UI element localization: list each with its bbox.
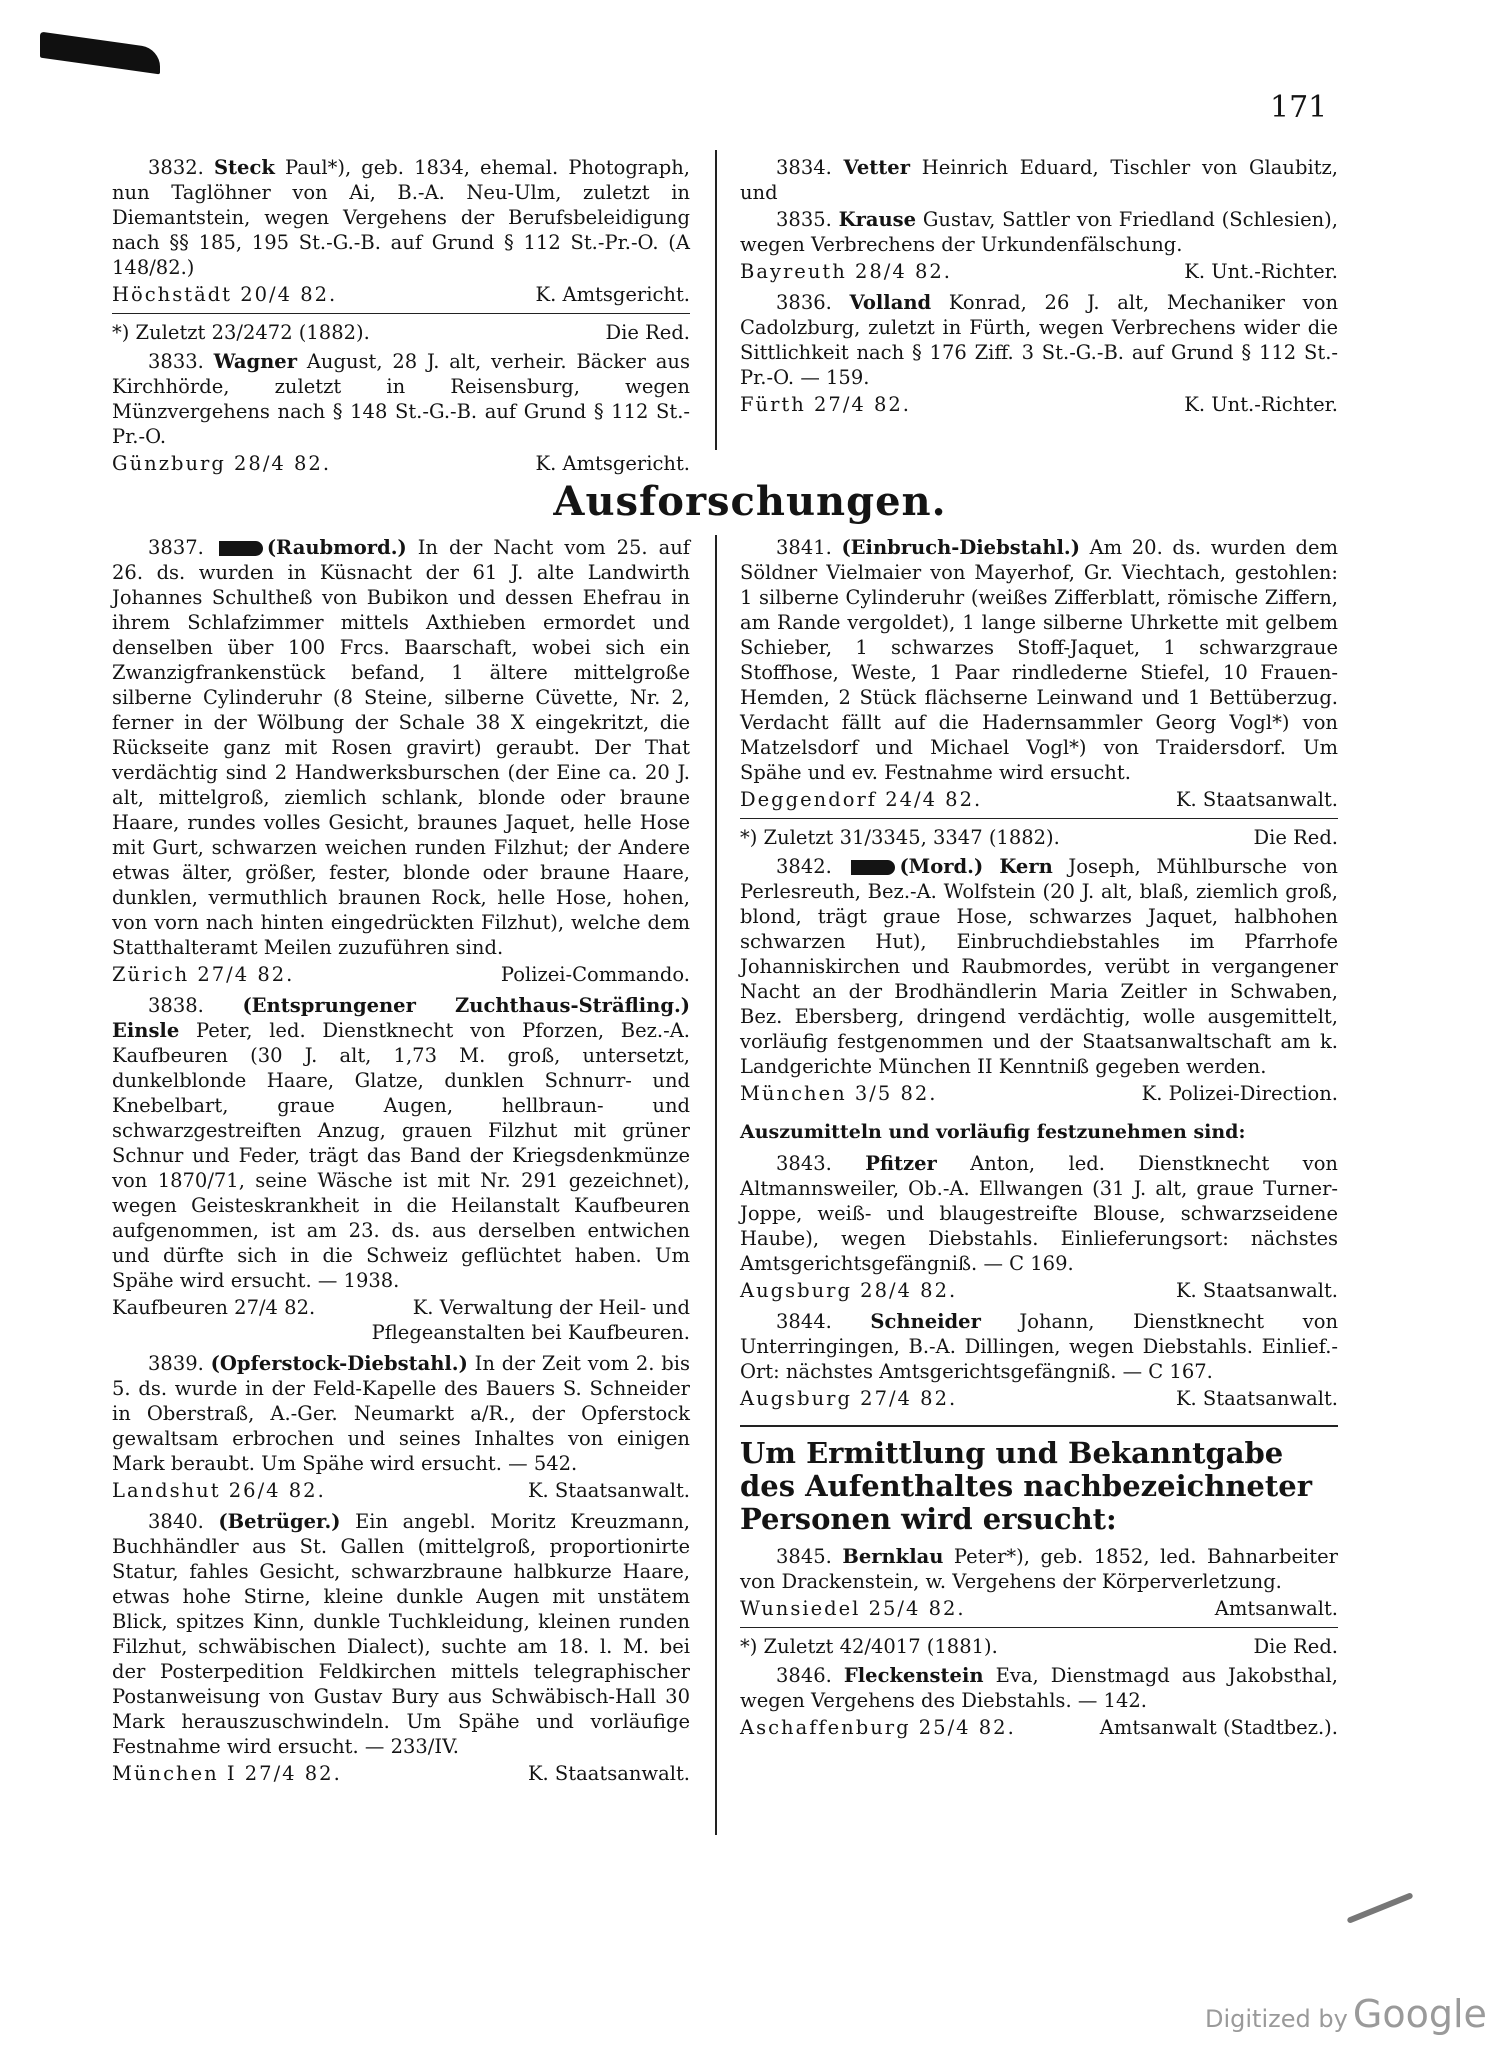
footnote-text: *) Zuletzt 31/3345, 3347 (1882). (740, 826, 1060, 849)
notice-entry (740, 1309, 1338, 1384)
entry-text: Joseph, Mühlbursche von Perlesreuth, Bez.-A. Wolfstein (20 J. alt, blaß, ziemlich groß, blond, trägt graue Hose, schwarzes Jaquet, halbhohen schwarzen Hut), Einbruchdiebstahles im Pfarrhofe Johanniskirchen und Raubmordes, verübt in vergangener Nacht an der Brodhändlerin Maria Zeitler in Schwaben, Bez. Ebersberg, dringend verdächtig, wolle ausgemittelt, vorläufig festgenommen und der Staatsanwaltschaft am k. Landgerichte München II Kenntniß gegeben werden. (740, 855, 1338, 1078)
entry-name: Bernklau (842, 1545, 944, 1568)
signature-authority: K. Amtsgericht. (535, 452, 690, 475)
entry-number: 3844. (776, 1310, 832, 1333)
pen-scratch (1346, 1892, 1413, 1924)
column-divider-top (715, 150, 717, 450)
bottom-right-column (740, 535, 1338, 1746)
bottom-left-column (112, 535, 690, 1792)
signature-authority: K. Staatsanwalt. (1175, 1387, 1338, 1410)
entry-number: 3836. (776, 291, 832, 314)
signature-place: Wunsiedel 25/4 82. (740, 1597, 966, 1620)
google-watermark (1205, 1992, 1487, 2036)
footnote (740, 818, 1338, 850)
signature-authority: K. Staatsanwalt. (527, 1762, 690, 1785)
signature (112, 282, 690, 307)
entry-number: 3834. (776, 156, 832, 179)
signature (740, 1596, 1338, 1621)
entry-text: Konrad, 26 J. alt, Mechaniker von Cadolzburg, zuletzt in Fürth, wegen Verbrechens wider die Sittlichkeit nach § 176 Ziff. 3 St.-G.-B. auf Grund § 112 St.-Pr.-O. — 159. (740, 291, 1338, 389)
entry-text: Paul*), geb. 1834, ehemal. Photograph, nun Taglöhner von Ai, B.-A. Neu-Ulm, zuletzt in Diemantstein, wegen Vergehens der Berufsbeleidigung nach §§ 185, 195 St.-G.-B. auf Grund § 112 St.-Pr.-O. (A 148/82.) (112, 156, 690, 279)
signature-authority: K. Verwaltung der Heil- und (412, 1296, 690, 1319)
entry-text: Peter, led. Dienstknecht von Pforzen, Bez.-A. Kaufbeuren (30 J. alt, 1,73 M. groß, untersetzt, dunkelblonde Haare, Glatze, dunklen Schnurr- und Knebelbart, graue Augen, hellbraun- und schwarzgestreiften Anzug, grauen Filzhut mit grüner Schnur und Feder, trägt das Band der Kriegsdenkmünze von 1870/71, seine Wäsche ist mit Nr. 291 gezeichnet), wegen Geisteskrankheit in die Heilanstalt Kaufbeuren aufgenommen, ist am 23. ds. aus derselben entwichen und dürfte sich in die Schweiz geflüchtet haben. Um Spähe wird ersucht. — 1938. (112, 1019, 690, 1292)
notice-entry (112, 1351, 690, 1476)
entry-name: Krause (838, 208, 917, 231)
entry-number: 3846. (776, 1664, 832, 1687)
entry-number: 3840. (148, 1510, 204, 1533)
entry-name: Fleckenstein (843, 1664, 984, 1687)
big-heading: Um Ermittlung und Bekanntgabe des Aufenthaltes nachbezeichneter Personen wird ersucht: (740, 1425, 1338, 1536)
signature-authority: K. Staatsanwalt. (1175, 1279, 1338, 1302)
entry-text: In der Nacht vom 25. auf 26. ds. wurden in Küsnacht der 61 J. alte Landwirth Johannes Schultheß von Bubikon und dessen Ehefrau in ihrem Schlafzimmer mittels Axthieben ermordet und denselben über 100 Frcs. Baarschaft, wobei sich ein Zwanzigfrankenstück befand, 1 ältere mittelgroße silberne Cylinderuhr (8 Steine, silberne Cüvette, Nr. 2, ferner in der Wölbung der Schale 38 X eingekritzt, die Rückseite ganz mit Rosen gravirt) geraubt. Der That verdächtig sind 2 Handwerksburschen (der Eine ca. 20 J. alt, mittelgroß, ziemlich schlank, blonde oder braune Haare, rundes volles Gesicht, braunes Jaquet, helle Hose mit Gurt, schwarzen weichen runden Filzhut; der Andere etwas älter, größer, fester, blonde oder braune Haare, dunklen, vermuthlich braunen Rock, helle Hose, hohen, von vorn nach hinten eingedrückten Filzhut), welche dem Statthalteramt Meilen zuzuführen sind. (112, 536, 690, 959)
footnote-by: Die Red. (1253, 826, 1338, 849)
signature-place: Augsburg 27/4 82. (740, 1387, 958, 1410)
entry-text: Anton, led. Dienstknecht von Altmannsweiler, Ob.-A. Ellwangen (31 J. alt, graue Turner-Joppe, weiß- und blaugestreifte Blouse, schwarzseidene Haube), wegen Diebstahls. Einlieferungsort: nächstes Amtsgerichtsgefängniß. — C 169. (740, 1152, 1338, 1275)
entry-number: 3837. (148, 536, 204, 559)
notice-entry (740, 207, 1338, 257)
footnote-by: Die Red. (605, 321, 690, 344)
footnote (112, 313, 690, 345)
entry-text: Peter*), geb. 1852, led. Bahnarbeiter von Drackenstein, w. Vergehens der Körperverletzung. (740, 1545, 1338, 1593)
signature-authority-cont: Pflegeanstalten bei Kaufbeuren. (371, 1321, 690, 1344)
signature (112, 1761, 690, 1786)
entry-name: Pfitzer (865, 1152, 937, 1175)
watermark-big: Google (1352, 1992, 1487, 2036)
signature-authority: K. Staatsanwalt. (527, 1479, 690, 1502)
signature-authority: Amtsanwalt. (1214, 1597, 1338, 1620)
signature (740, 1081, 1338, 1106)
entry-text: August, 28 J. alt, verheir. Bäcker aus Kirchhörde, zuletzt in Reisensburg, wegen Münzvergehens nach § 148 St.-G.-B. auf Grund § 112 St.-Pr.-O. (112, 350, 690, 448)
page-number: 171 (1270, 90, 1328, 125)
signature-place: Aschaffenburg 25/4 82. (740, 1716, 1016, 1739)
signature-place: Kaufbeuren 27/4 82. (112, 1296, 316, 1319)
notice-entry (112, 993, 690, 1293)
notice-entry (112, 1509, 690, 1759)
entry-number: 3839. (148, 1352, 204, 1375)
entry-number: 3843. (776, 1152, 832, 1175)
entry-number: 3845. (776, 1545, 832, 1568)
entry-text: Gustav, Sattler von Friedland (Schlesien), wegen Verbrechens der Urkundenfälschung. (740, 208, 1338, 256)
entry-text: Ein angebl. Moritz Kreuzmann, Buchhändler aus St. Gallen (mittelgroß, proportionirte Statur, fahles Gesicht, schwarzbraune halbkurze Haare, etwas hohe Stirne, kleine dunkle Augen mit unstätem Blick, spitzes Kinn, dunkle Tuchkleidung, kleinen runden Filzhut, schwäbischen Dialect), suchte am 18. l. M. bei der Posterpedition Feldkirchen mittels telegraphischer Postanweisung von Gustav Bury aus Schwäbisch-Hall 30 Mark herauszuschwindeln. Um Spähe und vorläufige Festnahme wird ersucht. — 233/IV. (112, 1510, 690, 1758)
entry-number: 3838. (148, 994, 204, 1017)
signature-place: Günzburg 28/4 82. (112, 452, 332, 475)
signature (740, 259, 1338, 284)
signature-authority: K. Amtsgericht. (535, 283, 690, 306)
signature-authority: Amtsanwalt (Stadtbez.). (1099, 1716, 1338, 1739)
entry-text: Heinrich Eduard, Tischler von Glaubitz, und (740, 156, 1338, 204)
entry-text: In der Zeit vom 2. bis 5. ds. wurde in der Feld-Kapelle des Bauers S. Schneider in Oberstraß, A.-Ger. Neumarkt a/R., der Opferstock gewaltsam erbrochen und seines Inhaltes von einigen Mark beraubt. Um Spähe wird ersucht. — 542. (112, 1352, 690, 1475)
signature-place: Landshut 26/4 82. (112, 1479, 326, 1502)
signature (112, 451, 690, 476)
signature (740, 787, 1338, 812)
notice-entry (112, 155, 690, 280)
column-divider-bottom (715, 535, 717, 1835)
top-right-column (740, 155, 1338, 423)
signature-authority: K. Polizei-Direction. (1141, 1082, 1338, 1105)
signature (740, 1715, 1338, 1740)
signature (740, 1278, 1338, 1303)
entry-name: (Opferstock-Diebstahl.) (210, 1352, 468, 1375)
subheading: Auszumitteln und vorläufig festzunehmen sind: (740, 1121, 1246, 1143)
entry-name: (Betrüger.) (218, 1510, 341, 1533)
pointing-hand-icon (851, 860, 895, 875)
entry-name: Volland (849, 291, 932, 314)
signature-place: Höchstädt 20/4 82. (112, 283, 338, 306)
entry-text: Eva, Dienstmagd aus Jakobsthal, wegen Vergehens des Diebstahls. — 142. (740, 1664, 1338, 1712)
signature-place: Augsburg 28/4 82. (740, 1279, 958, 1302)
footnote-by: Die Red. (1253, 1635, 1338, 1658)
entry-number: 3842. (776, 855, 832, 878)
notice-entry (112, 535, 690, 960)
entry-text: Johann, Dienstknecht von Unterringingen, B.-A. Dillingen, wegen Diebstahls. Einlief.-Ort: nächstes Amtsgerichtsgefängniß. — C 167. (740, 1310, 1338, 1383)
entry-number: 3841. (776, 536, 832, 559)
notice-entry (112, 349, 690, 449)
signature (112, 1478, 690, 1503)
signature-place: Fürth 27/4 82. (740, 393, 912, 416)
signature-place: Deggendorf 24/4 82. (740, 788, 983, 811)
notice-entry (740, 290, 1338, 390)
notice-entry (740, 155, 1338, 205)
signature-authority: Polizei-Commando. (500, 963, 690, 986)
notice-entry (740, 535, 1338, 785)
watermark-small: Digitized by (1205, 2005, 1348, 2033)
ink-smudge (40, 32, 160, 75)
entry-name: Wagner (213, 350, 297, 373)
section-title: Ausforschungen. (553, 478, 947, 525)
signature-place: Bayreuth 28/4 82. (740, 260, 952, 283)
entry-name: Schneider (870, 1310, 981, 1333)
entry-number: 3832. (148, 156, 204, 179)
footnote-text: *) Zuletzt 42/4017 (1881). (740, 1635, 998, 1658)
signature (740, 1386, 1338, 1411)
notice-entry (740, 1663, 1338, 1713)
top-left-column (112, 155, 690, 482)
signature-place: Zürich 27/4 82. (112, 963, 295, 986)
notice-entry (740, 1544, 1338, 1594)
entry-name: (Entsprungener Zuchthaus-Sträfling.) Einsle (112, 994, 690, 1042)
signature-authority: K. Unt.-Richter. (1184, 260, 1338, 283)
signature (112, 1295, 690, 1320)
entry-name: (Raubmord.) (266, 536, 407, 559)
signature (740, 392, 1338, 417)
entry-name: (Einbruch-Diebstahl.) (841, 536, 1080, 559)
signature-authority: K. Staatsanwalt. (1175, 788, 1338, 811)
entry-name: (Mord.) Kern (899, 855, 1053, 878)
entry-name: Vetter (843, 156, 910, 179)
entry-name: Steck (213, 156, 275, 179)
signature-place: München I 27/4 82. (112, 1762, 342, 1785)
footnote-text: *) Zuletzt 23/2472 (1882). (112, 321, 370, 344)
signature (112, 962, 690, 987)
notice-entry (740, 1151, 1338, 1276)
footnote (740, 1627, 1338, 1659)
signature-authority: K. Unt.-Richter. (1184, 393, 1338, 416)
pointing-hand-icon (219, 541, 263, 556)
entry-text: Am 20. ds. wurden dem Söldner Vielmaier von Mayerhof, Gr. Viechtach, gestohlen: 1 silberne Cylinderuhr (weißes Zifferblatt, römische Ziffern, am Rande vergoldet), 1 lange silberne Uhrkette mit gelbem Schieber, 1 schwarzes Stoff-Jaquet, 1 schwarzgraue Stoffhose, Weste, 1 Paar rindlederne Stiefel, 10 Frauen-Hemden, 2 Stück flächserne Leinwand und 1 Bettüberzug. Verdacht fällt auf die Hadernsammler Georg Vogl*) von Matzelsdorf und Michael Vogl*) von Traidersdorf. Um Spähe und ev. Festnahme wird ersucht. (740, 536, 1338, 784)
notice-entry (740, 854, 1338, 1079)
entry-number: 3833. (148, 350, 204, 373)
entry-number: 3835. (776, 208, 832, 231)
signature-place: München 3/5 82. (740, 1082, 938, 1105)
